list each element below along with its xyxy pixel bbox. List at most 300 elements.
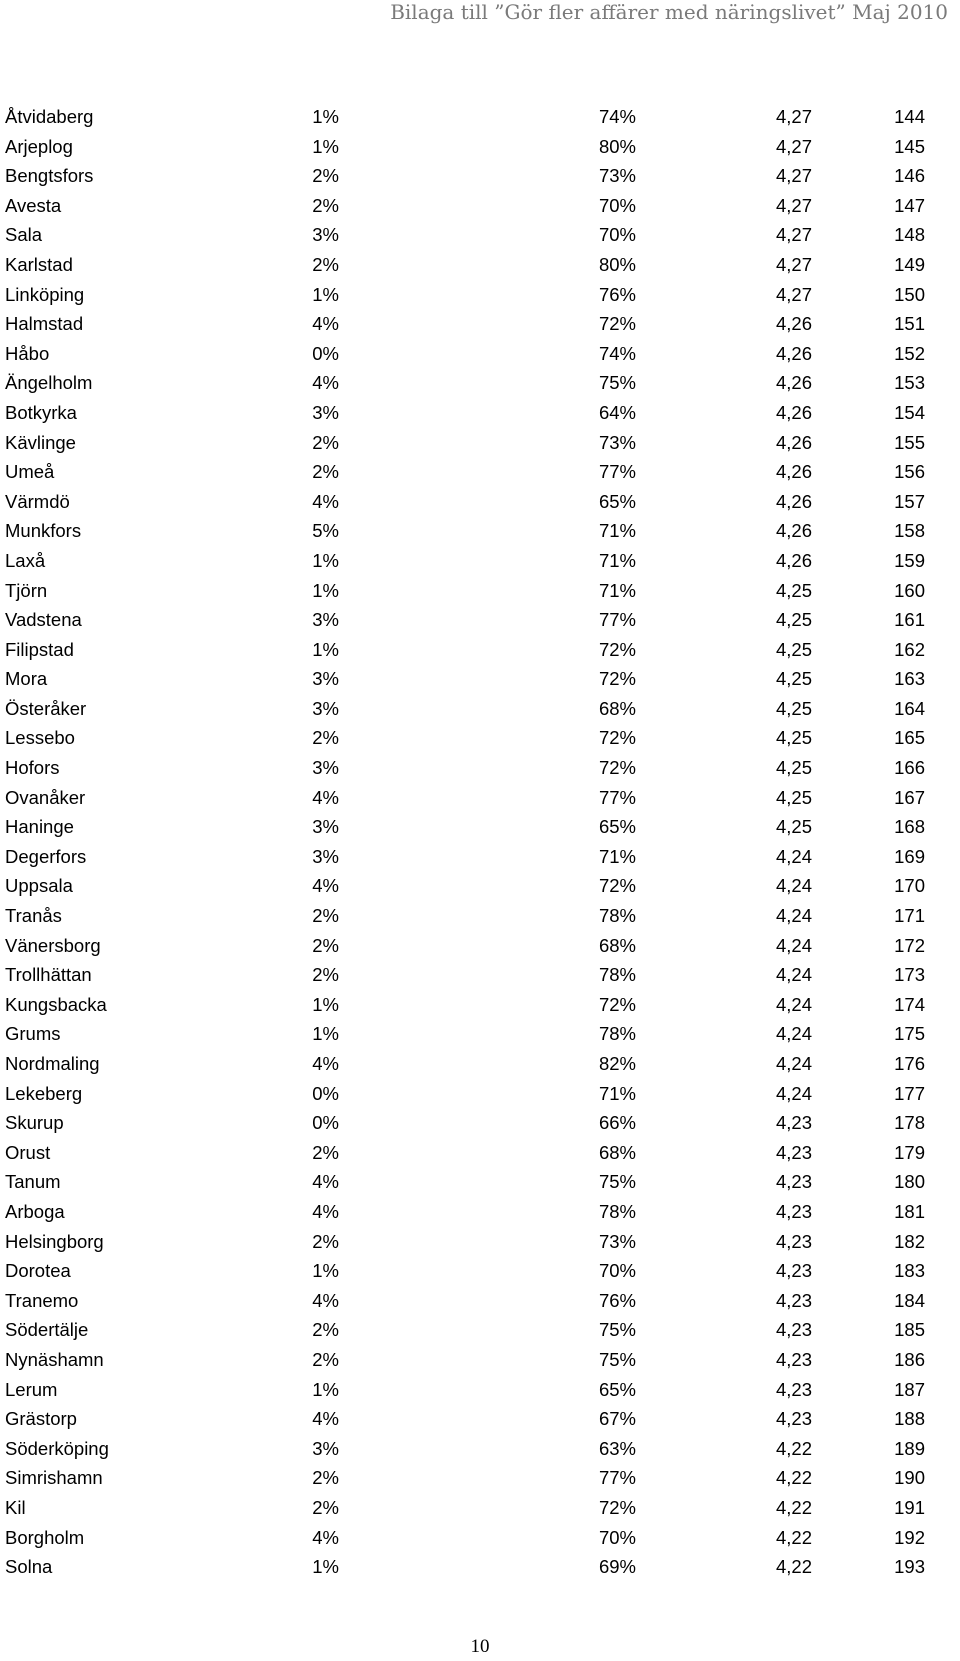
- municipality-cell: Dorotea: [5, 1260, 71, 1282]
- rank-cell: 179: [894, 1141, 925, 1163]
- score-cell: 4,23: [775, 1112, 812, 1134]
- table-row: [0, 842, 960, 872]
- share-cell-1: 2%: [312, 964, 339, 986]
- municipality-cell: Tranemo: [5, 1289, 79, 1311]
- share-cell-2: 75%: [598, 372, 636, 394]
- share-cell-1: 4%: [312, 1171, 339, 1193]
- table-row: [0, 871, 960, 901]
- share-cell-1: 1%: [312, 1556, 339, 1578]
- rank-cell: 163: [894, 668, 925, 690]
- score-cell: 4,26: [775, 461, 812, 483]
- score-cell: 4,23: [775, 1141, 812, 1163]
- share-cell-1: 5%: [312, 520, 339, 542]
- municipality-cell: Linköping: [5, 283, 85, 305]
- table-row: [0, 161, 960, 191]
- share-cell-1: 2%: [312, 1141, 339, 1163]
- score-cell: 4,23: [775, 1260, 812, 1282]
- table-row: [0, 1019, 960, 1049]
- table-row: [0, 1286, 960, 1316]
- table-row: [0, 280, 960, 310]
- share-cell-2: 65%: [598, 1378, 636, 1400]
- share-cell-2: 71%: [598, 845, 636, 867]
- rank-cell: 171: [894, 905, 925, 927]
- share-cell-1: 2%: [312, 934, 339, 956]
- rank-cell: 186: [894, 1348, 925, 1370]
- score-cell: 4,23: [775, 1289, 812, 1311]
- score-cell: 4,23: [775, 1348, 812, 1370]
- municipality-cell: Södertälje: [5, 1319, 89, 1341]
- municipality-cell: Åtvidaberg: [5, 106, 94, 127]
- share-cell-1: 4%: [312, 313, 339, 335]
- share-cell-1: 1%: [312, 106, 339, 127]
- score-cell: 4,24: [775, 1053, 812, 1074]
- municipality-cell: Kungsbacka: [5, 993, 107, 1015]
- rank-cell: 169: [894, 845, 925, 867]
- share-cell-1: 3%: [312, 697, 339, 719]
- share-cell-1: 4%: [312, 786, 339, 808]
- table-row: [0, 339, 960, 369]
- share-cell-1: 3%: [312, 1437, 339, 1459]
- municipality-cell: Ängelholm: [5, 372, 93, 394]
- score-cell: 4,26: [775, 431, 812, 453]
- share-cell-2: 72%: [598, 993, 636, 1015]
- share-cell-1: 4%: [312, 1200, 339, 1222]
- table-row: [0, 990, 960, 1020]
- share-cell-1: 2%: [312, 194, 339, 216]
- rank-cell: 150: [894, 283, 925, 305]
- share-cell-2: 75%: [598, 1171, 636, 1193]
- table-row: [0, 220, 960, 250]
- score-cell: 4,23: [775, 1319, 812, 1341]
- table-row: [0, 309, 960, 339]
- rank-cell: 147: [894, 194, 925, 216]
- table-row: [0, 960, 960, 990]
- share-cell-2: 70%: [598, 1526, 636, 1548]
- table-row: [0, 753, 960, 783]
- municipality-cell: Håbo: [5, 342, 50, 364]
- table-row: [0, 398, 960, 428]
- table-row: [0, 1523, 960, 1553]
- municipality-cell: Bengtsfors: [5, 165, 94, 187]
- share-cell-2: 70%: [598, 194, 636, 216]
- rank-cell: 180: [894, 1171, 925, 1193]
- table-row: [0, 368, 960, 398]
- rank-cell: 190: [894, 1467, 925, 1489]
- share-cell-2: 71%: [598, 549, 636, 571]
- score-cell: 4,23: [775, 1200, 812, 1222]
- municipality-cell: Grästorp: [5, 1408, 77, 1430]
- score-cell: 4,22: [775, 1526, 812, 1548]
- rank-cell: 175: [894, 1023, 925, 1045]
- rank-cell: 166: [894, 757, 925, 779]
- rank-cell: 149: [894, 253, 925, 275]
- rank-cell: 189: [894, 1437, 925, 1459]
- share-cell-2: 74%: [598, 342, 636, 364]
- rank-cell: 174: [894, 993, 925, 1015]
- municipality-cell: Vadstena: [5, 609, 82, 631]
- share-cell-1: 2%: [312, 165, 339, 187]
- score-cell: 4,26: [775, 549, 812, 571]
- table-row: [0, 132, 960, 162]
- municipality-cell: Nynäshamn: [5, 1348, 104, 1370]
- table-row: [0, 191, 960, 221]
- score-cell: 4,27: [775, 194, 812, 216]
- share-cell-1: 2%: [312, 1230, 339, 1252]
- municipality-cell: Vänersborg: [5, 934, 101, 956]
- score-cell: 4,25: [775, 786, 812, 808]
- score-cell: 4,27: [775, 106, 812, 127]
- table-row: [0, 102, 960, 132]
- share-cell-2: 68%: [598, 934, 636, 956]
- rank-cell: 187: [894, 1378, 925, 1400]
- municipality-cell: Mora: [5, 668, 48, 690]
- score-cell: 4,27: [775, 135, 812, 157]
- share-cell-1: 0%: [312, 1082, 339, 1104]
- score-cell: 4,24: [775, 1082, 812, 1104]
- score-cell: 4,27: [775, 224, 812, 246]
- share-cell-2: 78%: [598, 964, 636, 986]
- share-cell-1: 1%: [312, 1023, 339, 1045]
- table-row: [0, 664, 960, 694]
- score-cell: 4,24: [775, 964, 812, 986]
- table-row: [0, 783, 960, 813]
- municipality-cell: Karlstad: [5, 253, 73, 275]
- share-cell-2: 65%: [598, 490, 636, 512]
- rank-cell: 193: [894, 1556, 925, 1578]
- share-cell-1: 1%: [312, 993, 339, 1015]
- table-row: [0, 1375, 960, 1405]
- score-cell: 4,22: [775, 1437, 812, 1459]
- rank-cell: 156: [894, 461, 925, 483]
- table-row: [0, 428, 960, 458]
- share-cell-1: 0%: [312, 1112, 339, 1134]
- share-cell-1: 2%: [312, 1467, 339, 1489]
- rank-cell: 176: [894, 1053, 925, 1074]
- rank-cell: 154: [894, 401, 925, 423]
- page-header: Bilaga till ”Gör fler affärer med näringslivet” Maj 2010: [390, 0, 948, 24]
- share-cell-2: 77%: [598, 1467, 636, 1489]
- municipality-cell: Kil: [5, 1496, 26, 1518]
- share-cell-1: 4%: [312, 1408, 339, 1430]
- rank-cell: 162: [894, 638, 925, 660]
- table-row: [0, 931, 960, 961]
- table-row: [0, 1463, 960, 1493]
- table-row: [0, 635, 960, 665]
- score-cell: 4,22: [775, 1467, 812, 1489]
- municipality-cell: Umeå: [5, 461, 55, 483]
- share-cell-2: 78%: [598, 1023, 636, 1045]
- municipality-cell: Simrishamn: [5, 1467, 103, 1489]
- municipality-cell: Filipstad: [5, 638, 74, 660]
- share-cell-2: 72%: [598, 313, 636, 335]
- rank-cell: 153: [894, 372, 925, 394]
- score-cell: 4,24: [775, 1023, 812, 1045]
- score-cell: 4,26: [775, 401, 812, 423]
- score-cell: 4,26: [775, 342, 812, 364]
- table-row: [0, 576, 960, 606]
- score-cell: 4,24: [775, 993, 812, 1015]
- share-cell-1: 4%: [312, 1289, 339, 1311]
- score-cell: 4,24: [775, 845, 812, 867]
- share-cell-1: 3%: [312, 668, 339, 690]
- rank-cell: 188: [894, 1408, 925, 1430]
- share-cell-1: 2%: [312, 461, 339, 483]
- share-cell-2: 63%: [598, 1437, 636, 1459]
- rank-cell: 151: [894, 313, 925, 335]
- share-cell-1: 2%: [312, 431, 339, 453]
- rank-cell: 145: [894, 135, 925, 157]
- municipality-cell: Tanum: [5, 1171, 61, 1193]
- share-cell-1: 4%: [312, 875, 339, 897]
- share-cell-2: 76%: [598, 1289, 636, 1311]
- rank-cell: 160: [894, 579, 925, 601]
- municipality-cell: Tranås: [5, 905, 62, 927]
- share-cell-1: 4%: [312, 1526, 339, 1548]
- rank-cell: 164: [894, 697, 925, 719]
- table-row: [0, 487, 960, 517]
- score-cell: 4,26: [775, 490, 812, 512]
- score-cell: 4,25: [775, 757, 812, 779]
- score-cell: 4,22: [775, 1556, 812, 1578]
- rank-cell: 182: [894, 1230, 925, 1252]
- municipality-cell: Lekeberg: [5, 1082, 83, 1104]
- share-cell-2: 73%: [598, 1230, 636, 1252]
- score-cell: 4,25: [775, 816, 812, 838]
- score-cell: 4,24: [775, 934, 812, 956]
- score-cell: 4,23: [775, 1408, 812, 1430]
- share-cell-1: 1%: [312, 1378, 339, 1400]
- municipality-cell: Haninge: [5, 816, 74, 838]
- score-cell: 4,25: [775, 668, 812, 690]
- table-row: [0, 1256, 960, 1286]
- table-row: [0, 1315, 960, 1345]
- rank-cell: 157: [894, 490, 925, 512]
- rank-cell: 158: [894, 520, 925, 542]
- share-cell-2: 68%: [598, 697, 636, 719]
- share-cell-2: 75%: [598, 1348, 636, 1370]
- share-cell-2: 71%: [598, 579, 636, 601]
- table-row: [0, 1108, 960, 1138]
- share-cell-2: 77%: [598, 786, 636, 808]
- share-cell-2: 70%: [598, 1260, 636, 1282]
- municipality-cell: Tjörn: [5, 579, 48, 601]
- share-cell-2: 78%: [598, 905, 636, 927]
- municipality-cell: Arboga: [5, 1200, 65, 1222]
- municipality-cell: Laxå: [5, 549, 46, 571]
- share-cell-2: 73%: [598, 165, 636, 187]
- table-row: [0, 546, 960, 576]
- table-row: [0, 1227, 960, 1257]
- share-cell-1: 1%: [312, 549, 339, 571]
- table-row: [0, 723, 960, 753]
- share-cell-2: 65%: [598, 816, 636, 838]
- share-cell-1: 2%: [312, 905, 339, 927]
- table-row: [0, 694, 960, 724]
- share-cell-1: 2%: [312, 253, 339, 275]
- table-row: [0, 1493, 960, 1523]
- municipality-cell: Nordmaling: [5, 1053, 100, 1074]
- page-number: 10: [470, 1636, 490, 1657]
- share-cell-2: 71%: [598, 1082, 636, 1104]
- municipality-cell: Sala: [5, 224, 43, 246]
- rank-cell: 161: [894, 609, 925, 631]
- table-row: [0, 1404, 960, 1434]
- table-row: [0, 516, 960, 546]
- share-cell-2: 72%: [598, 727, 636, 749]
- rank-cell: 192: [894, 1526, 925, 1548]
- data-table: [0, 102, 960, 1582]
- table-row: [0, 901, 960, 931]
- share-cell-1: 1%: [312, 1260, 339, 1282]
- share-cell-2: 72%: [598, 875, 636, 897]
- share-cell-2: 78%: [598, 1200, 636, 1222]
- rank-cell: 167: [894, 786, 925, 808]
- score-cell: 4,25: [775, 579, 812, 601]
- share-cell-2: 67%: [598, 1408, 636, 1430]
- rank-cell: 191: [894, 1496, 925, 1518]
- share-cell-1: 3%: [312, 757, 339, 779]
- share-cell-2: 74%: [598, 106, 636, 127]
- share-cell-1: 3%: [312, 401, 339, 423]
- score-cell: 4,24: [775, 875, 812, 897]
- score-cell: 4,26: [775, 520, 812, 542]
- rank-cell: 185: [894, 1319, 925, 1341]
- municipality-cell: Halmstad: [5, 313, 84, 335]
- municipality-cell: Arjeplog: [5, 135, 73, 157]
- share-cell-1: 0%: [312, 342, 339, 364]
- rank-cell: 172: [894, 934, 925, 956]
- share-cell-2: 77%: [598, 461, 636, 483]
- table-row: [0, 1552, 960, 1582]
- share-cell-2: 64%: [598, 401, 636, 423]
- share-cell-2: 69%: [598, 1556, 636, 1578]
- municipality-cell: Värmdö: [5, 490, 70, 512]
- share-cell-2: 77%: [598, 609, 636, 631]
- rank-cell: 183: [894, 1260, 925, 1282]
- table-row: [0, 605, 960, 635]
- municipality-cell: Trollhättan: [5, 964, 92, 986]
- municipality-cell: Borgholm: [5, 1526, 85, 1548]
- rank-cell: 159: [894, 549, 925, 571]
- share-cell-1: 3%: [312, 224, 339, 246]
- rank-cell: 152: [894, 342, 925, 364]
- table-row: [0, 1345, 960, 1375]
- score-cell: 4,25: [775, 638, 812, 660]
- municipality-cell: Kävlinge: [5, 431, 76, 453]
- municipality-cell: Botkyrka: [5, 401, 77, 423]
- score-cell: 4,27: [775, 165, 812, 187]
- score-cell: 4,25: [775, 609, 812, 631]
- rank-cell: 168: [894, 816, 925, 838]
- share-cell-2: 66%: [598, 1112, 636, 1134]
- rank-cell: 178: [894, 1112, 925, 1134]
- share-cell-2: 72%: [598, 1496, 636, 1518]
- municipality-cell: Österåker: [5, 697, 87, 719]
- rank-cell: 173: [894, 964, 925, 986]
- share-cell-2: 72%: [598, 668, 636, 690]
- rank-cell: 181: [894, 1200, 925, 1222]
- share-cell-1: 2%: [312, 1319, 339, 1341]
- table-row: [0, 1138, 960, 1168]
- rank-cell: 144: [894, 106, 925, 127]
- score-cell: 4,27: [775, 283, 812, 305]
- rank-cell: 170: [894, 875, 925, 897]
- share-cell-2: 80%: [598, 135, 636, 157]
- share-cell-2: 73%: [598, 431, 636, 453]
- share-cell-2: 80%: [598, 253, 636, 275]
- score-cell: 4,22: [775, 1496, 812, 1518]
- municipality-cell: Söderköping: [5, 1437, 109, 1459]
- municipality-cell: Degerfors: [5, 845, 87, 867]
- share-cell-2: 72%: [598, 757, 636, 779]
- table-row: [0, 1167, 960, 1197]
- score-cell: 4,23: [775, 1230, 812, 1252]
- share-cell-1: 2%: [312, 1348, 339, 1370]
- rank-cell: 155: [894, 431, 925, 453]
- share-cell-1: 1%: [312, 283, 339, 305]
- table-row: [0, 1079, 960, 1109]
- share-cell-1: 3%: [312, 609, 339, 631]
- municipality-cell: Helsingborg: [5, 1230, 104, 1252]
- municipality-cell: Uppsala: [5, 875, 73, 897]
- share-cell-1: 1%: [312, 579, 339, 601]
- share-cell-1: 2%: [312, 1496, 339, 1518]
- score-cell: 4,23: [775, 1378, 812, 1400]
- rank-cell: 177: [894, 1082, 925, 1104]
- municipality-cell: Orust: [5, 1141, 51, 1163]
- share-cell-2: 68%: [598, 1141, 636, 1163]
- table-row: [0, 812, 960, 842]
- share-cell-2: 70%: [598, 224, 636, 246]
- share-cell-2: 82%: [598, 1053, 636, 1074]
- municipality-cell: Grums: [5, 1023, 61, 1045]
- municipality-cell: Ovanåker: [5, 786, 86, 808]
- municipality-cell: Solna: [5, 1556, 53, 1578]
- score-cell: 4,26: [775, 313, 812, 335]
- share-cell-1: 4%: [312, 372, 339, 394]
- rank-cell: 148: [894, 224, 925, 246]
- share-cell-1: 3%: [312, 816, 339, 838]
- municipality-cell: Hofors: [5, 757, 60, 779]
- score-cell: 4,25: [775, 727, 812, 749]
- share-cell-2: 76%: [598, 283, 636, 305]
- table-row: [0, 1434, 960, 1464]
- municipality-cell: Skurup: [5, 1112, 64, 1134]
- score-cell: 4,25: [775, 697, 812, 719]
- table-row: [0, 457, 960, 487]
- table-row: [0, 250, 960, 280]
- share-cell-1: 1%: [312, 135, 339, 157]
- municipality-cell: Lessebo: [5, 727, 75, 749]
- municipality-cell: Lerum: [5, 1378, 58, 1400]
- score-cell: 4,24: [775, 905, 812, 927]
- share-cell-1: 4%: [312, 1053, 339, 1074]
- share-cell-2: 72%: [598, 638, 636, 660]
- share-cell-2: 75%: [598, 1319, 636, 1341]
- score-cell: 4,27: [775, 253, 812, 275]
- share-cell-2: 71%: [598, 520, 636, 542]
- share-cell-1: 1%: [312, 638, 339, 660]
- share-cell-1: 4%: [312, 490, 339, 512]
- municipality-cell: Avesta: [5, 194, 62, 216]
- share-cell-1: 2%: [312, 727, 339, 749]
- table-row: [0, 1197, 960, 1227]
- share-cell-1: 3%: [312, 845, 339, 867]
- rank-cell: 146: [894, 165, 925, 187]
- rank-cell: 184: [894, 1289, 925, 1311]
- score-cell: 4,23: [775, 1171, 812, 1193]
- rank-cell: 165: [894, 727, 925, 749]
